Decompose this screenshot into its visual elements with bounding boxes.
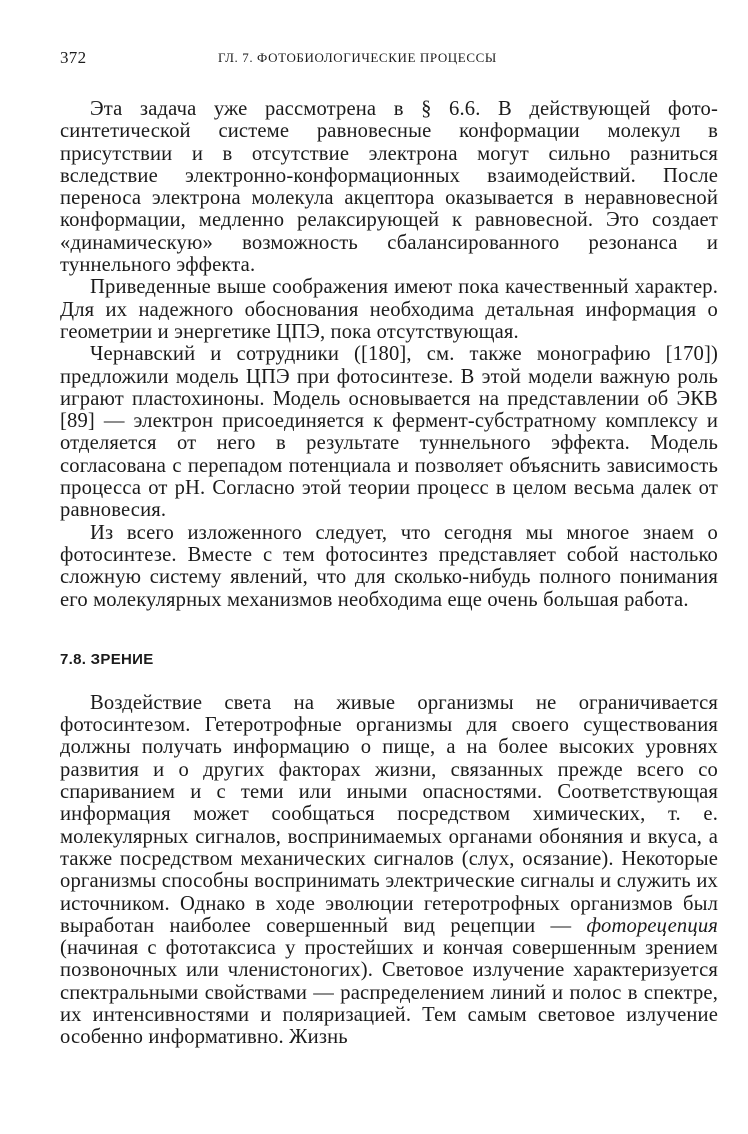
paragraph-text: Воздействие света на живые организмы не ограничивается фотосинтезом. Гетеротрофные организмы для своего существования должны получать информацию о пище, а на более высоких уровнях развития и о других факторах жизни, связанных прежде всего со спариванием и с теми или иными опасностями. Соответствующая информация может сообщаться посредством химических, т. е. молекулярных сигналов, воспринимаемых органами обоняния и вкуса, а также посредством механических сигналов (слух, осязание). Некоторые организмы способны воспринимать электрические сигналы и служить их источником. Однако в ходе эволюции гетеротрофных организмов был выработан наиболее совершенный вид рецепции — (60, 691, 718, 937)
paragraph: Чернавский и сотрудники ([180], см. также монографию [170]) предложили модель ЦПЭ при фотосинтезе. В этой модели важную роль играют пластохиноны. Модель основывается на представлении об ЭКВ [89] — электрон присоединяется к фермент-субстратному комплексу и отделяется от него в результате туннельного эффекта. Модель согласована с перепадом потенциала и позволяет объяснить зависимость процесса от pH. Согласно этой теории процесс в целом весьма далек от равновесия. (60, 343, 718, 522)
paragraph: Из всего изложенного следует, что сегодня мы многое знаем о фотосинтезе. Вместе с тем фотосинтез представляет собой настолько сложную систему явлений, что для сколько-нибудь полного понимания его молекулярных механизмов необходима еще очень большая работа. (60, 521, 718, 611)
paragraph: Эта задача уже рассмотрена в § 6.6. В действующей фото-синтетической системе равновесные конформации молекул в присутствии и в отсутствие электрона могут сильно разниться вследствие электронно-конформационных взаимодействий. После переноса электрона молекула акцептора оказывается в неравновесной конформации, медленно релаксирующей к равновесной. Это создает «динамическую» возможность сбалансированного резонанса и туннельного эффекта. (60, 98, 718, 277)
section-heading: 7.8. ЗРЕНИЕ (60, 650, 154, 668)
paragraph-text: (начиная с фототаксиса у простейших и кончая совершенным зрением позвоночных или членистоногих). Световое излучение характеризуется спектральными свойствами — распределением линий и полос в спектре, их интенсивностями и поляризацией. Тем самым световое излучение особенно информативно. Жизнь (60, 937, 718, 1049)
paragraph: Приведенные выше соображения имеют пока качественный характер. Для их надежного обоснования необходима детальная информация о геометрии и энергетике ЦПЭ, пока отсутствующая. (60, 276, 718, 343)
running-head (60, 48, 718, 70)
emphasized-term: фоторецепция (586, 914, 718, 937)
section-paragraph (60, 692, 718, 1049)
page-number: 372 (60, 48, 87, 67)
chapter-title: ГЛ. 7. ФОТОБИОЛОГИЧЕСКИЕ ПРОЦЕССЫ (218, 50, 497, 65)
body-text (60, 98, 718, 1049)
